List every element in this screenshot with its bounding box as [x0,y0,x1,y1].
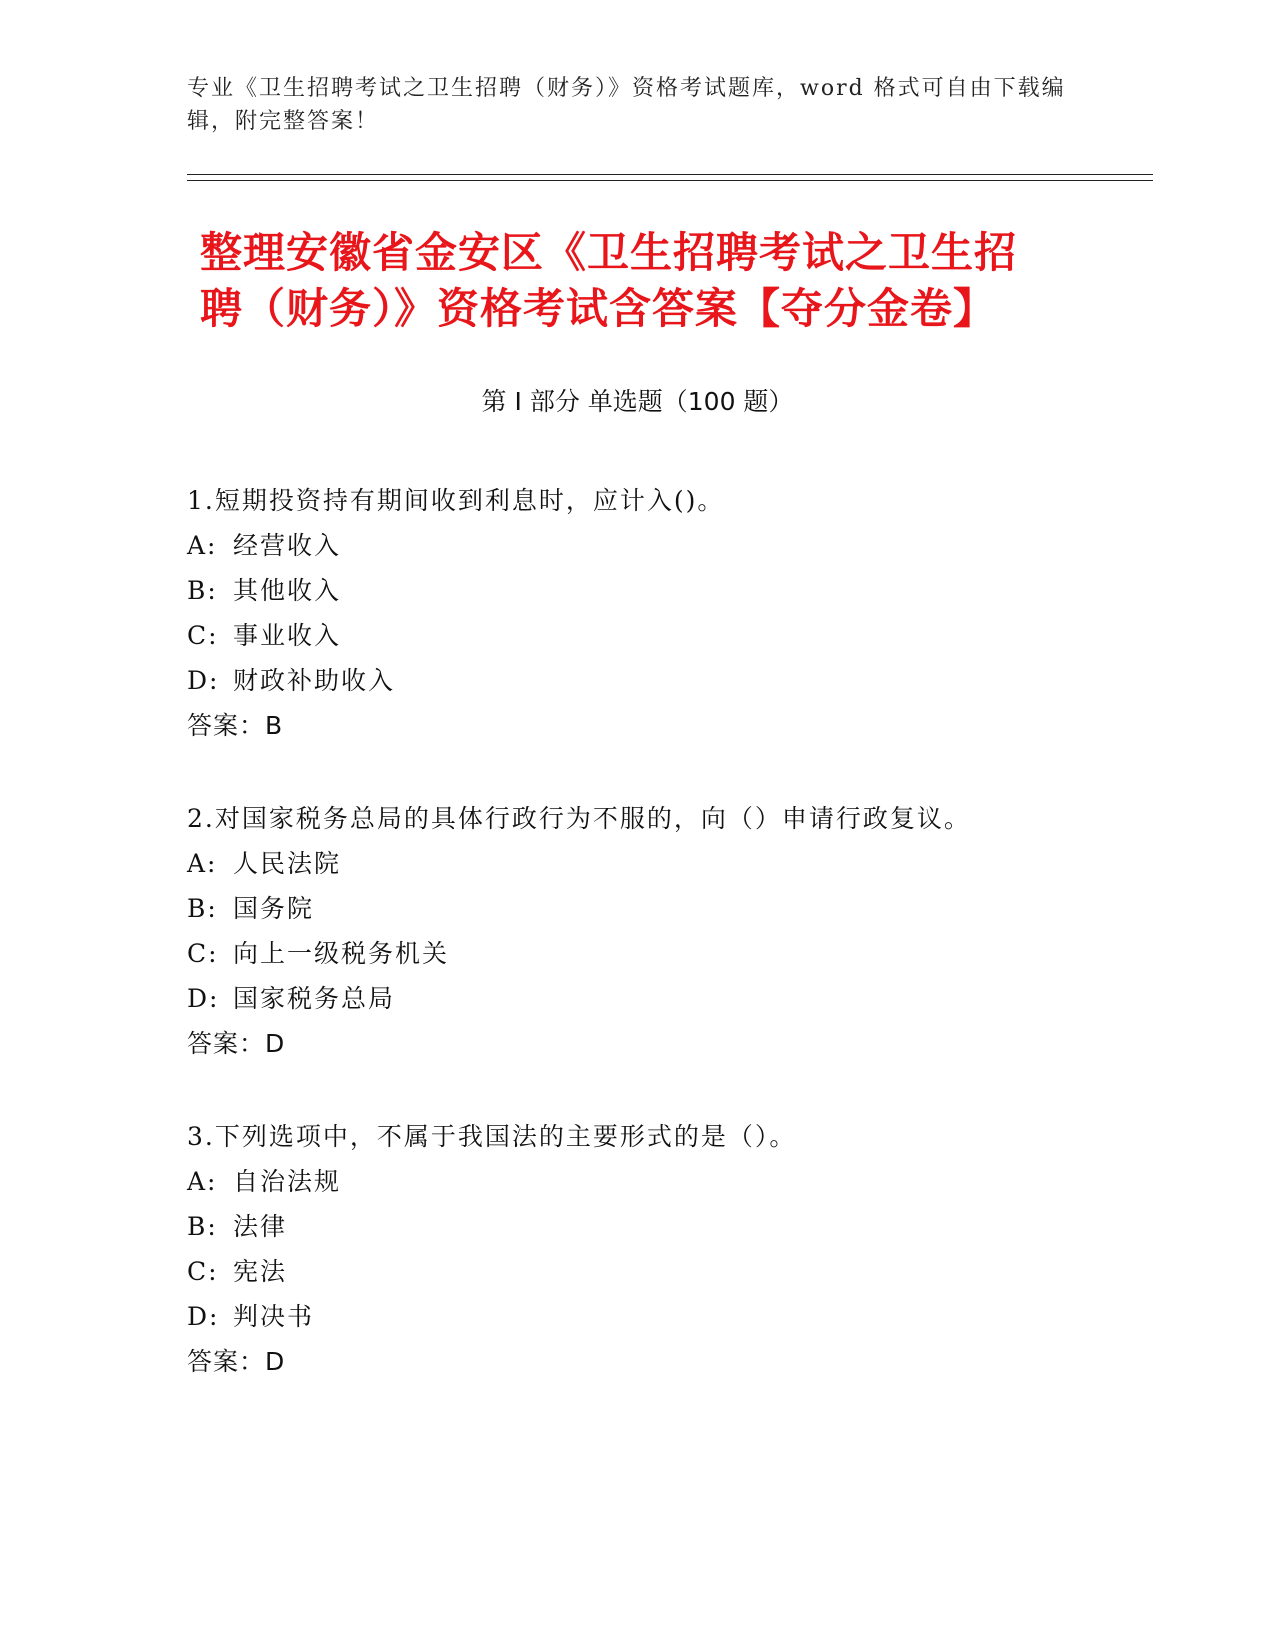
option-text: 财政补助收入 [233,666,396,695]
answer: 答案：D [187,1347,286,1376]
header-divider-bottom [187,180,1153,181]
option-key: C: [187,939,219,968]
section-heading: 第 I 部分 单选题（100 题） [481,387,794,416]
option-text: 人民法院 [233,849,342,878]
option-a [187,841,1187,886]
option-text: 其他收入 [233,576,342,605]
document-title [200,225,1100,337]
option-key: A: [187,531,218,560]
option-key: C: [187,621,219,650]
option-text: 宪法 [233,1257,288,1286]
option-b [187,886,1187,931]
option-c [187,1249,1187,1294]
option-d [187,1294,1187,1339]
question-2 [187,796,1187,1066]
option-d [187,658,1187,703]
answer: 答案：D [187,1029,286,1058]
option-text: 判决书 [233,1302,315,1331]
document-title-line-1: 整理安徽省金安区《卫生招聘考试之卫生招 [200,228,1018,277]
option-text: 经营收入 [233,531,342,560]
option-key: D: [187,984,220,1013]
option-text: 法律 [233,1212,288,1241]
header-note: 专业《卫生招聘考试之卫生招聘（财务）》资格考试题库，word 格式可自由下载编辑，附完整答案！ [187,76,1066,134]
option-text: 国务院 [233,894,315,923]
option-text: 国家税务总局 [233,984,396,1013]
option-text: 向上一级税务机关 [233,939,450,968]
option-key: D: [187,1302,220,1331]
option-key: D: [187,666,220,695]
option-key: B: [187,894,218,923]
question-stem: 2.对国家税务总局的具体行政行为不服的，向（）申请行政复议。 [187,804,971,833]
option-key: A: [187,1167,218,1196]
question-stem: 1.短期投资持有期间收到利息时，应计入()。 [187,486,725,515]
header-divider-top [187,174,1153,175]
option-c [187,931,1187,976]
option-c [187,613,1187,658]
option-key: B: [187,1212,218,1241]
option-b [187,568,1187,613]
option-text: 事业收入 [233,621,342,650]
option-b [187,1204,1187,1249]
question-stem: 3.下列选项中，不属于我国法的主要形式的是（）。 [187,1122,797,1151]
option-text: 自治法规 [233,1167,342,1196]
option-d [187,976,1187,1021]
question-3 [187,1114,1187,1384]
option-a [187,1159,1187,1204]
answer: 答案：B [187,711,284,740]
option-key: B: [187,576,218,605]
option-key: C: [187,1257,219,1286]
question-1 [187,478,1187,748]
option-key: A: [187,849,218,878]
option-a [187,523,1187,568]
document-title-line-2: 聘（财务）》资格考试含答案【夺分金卷】 [200,284,997,333]
